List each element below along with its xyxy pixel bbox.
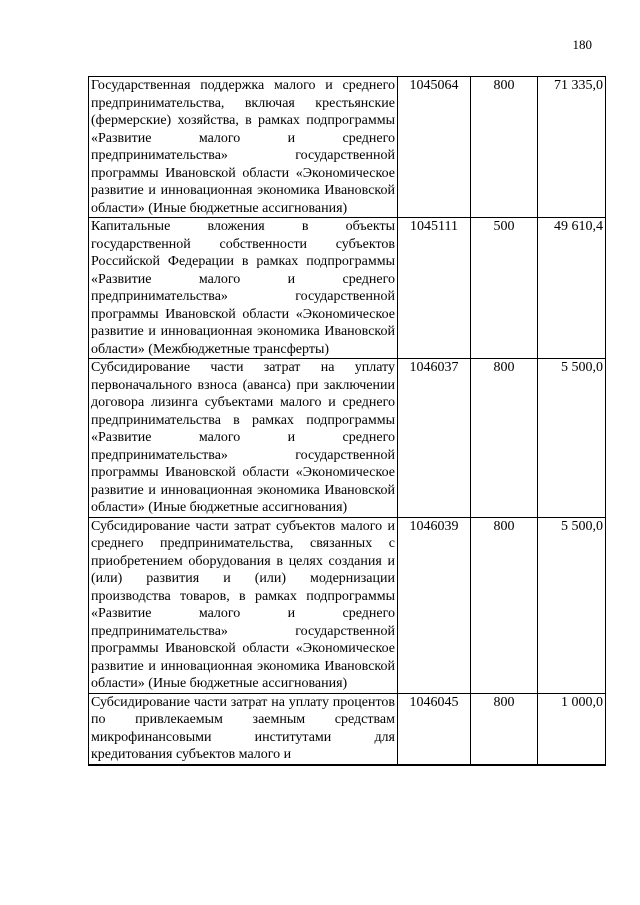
row-amount: 5 500,0 bbox=[538, 359, 606, 518]
table-row bbox=[89, 517, 606, 693]
page-number: 180 bbox=[572, 37, 592, 52]
row-expense-type: 800 bbox=[471, 359, 538, 518]
row-description: Субсидирование части затрат на уплату процентов по привлекаемым заемным средствам микрофинансовыми институтами для кредитования субъектов малого и bbox=[89, 693, 398, 765]
row-description: Субсидирование части затрат субъектов малого и среднего предпринимательства, связанных с приобретением оборудования в целях создания и (или) развития и (или) модернизации производства товаров, в рамках подпрограммы «Развитие малого и среднего предпринимательства» государственной программы Ивановской области «Экономическое развитие и инновационная экономика Ивановской области» (Иные бюджетные ассигнования) bbox=[89, 517, 398, 693]
row-target-code: 1046039 bbox=[398, 517, 471, 693]
table-row bbox=[89, 693, 606, 765]
row-target-code: 1046037 bbox=[398, 359, 471, 518]
row-expense-type: 800 bbox=[471, 517, 538, 693]
row-amount: 5 500,0 bbox=[538, 517, 606, 693]
table-row bbox=[89, 359, 606, 518]
row-description: Субсидирование части затрат на уплату первоначального взноса (аванса) при заключении договора лизинга субъектами малого и среднего предпринимательства в рамках подпрограммы «Развитие малого и среднего предпринимательства» государственной программы Ивановской области «Экономическое развитие и инновационная экономика Ивановской области» (Иные бюджетные ассигнования) bbox=[89, 359, 398, 518]
row-description: Государственная поддержка малого и среднего предпринимательства, включая крестьянские (фермерские) хозяйства, в рамках подпрограммы «Развитие малого и среднего предпринимательства» государственной программы Ивановской области «Экономическое развитие и инновационная экономика Ивановской области» (Иные бюджетные ассигнования) bbox=[89, 77, 398, 218]
row-amount: 71 335,0 bbox=[538, 77, 606, 218]
row-expense-type: 800 bbox=[471, 77, 538, 218]
row-expense-type: 500 bbox=[471, 218, 538, 359]
budget-table bbox=[88, 76, 606, 766]
row-target-code: 1046045 bbox=[398, 693, 471, 765]
row-amount: 1 000,0 bbox=[538, 693, 606, 765]
row-target-code: 1045064 bbox=[398, 77, 471, 218]
row-target-code: 1045111 bbox=[398, 218, 471, 359]
row-description: Капитальные вложения в объекты государственной собственности субъектов Российской Федерации в рамках подпрограммы «Развитие малого и среднего предпринимательства» государственной программы Ивановской области «Экономическое развитие и инновационная экономика Ивановской области» (Межбюджетные трансферты) bbox=[89, 218, 398, 359]
table-row bbox=[89, 77, 606, 218]
row-expense-type: 800 bbox=[471, 693, 538, 765]
row-amount: 49 610,4 bbox=[538, 218, 606, 359]
table-row bbox=[89, 218, 606, 359]
